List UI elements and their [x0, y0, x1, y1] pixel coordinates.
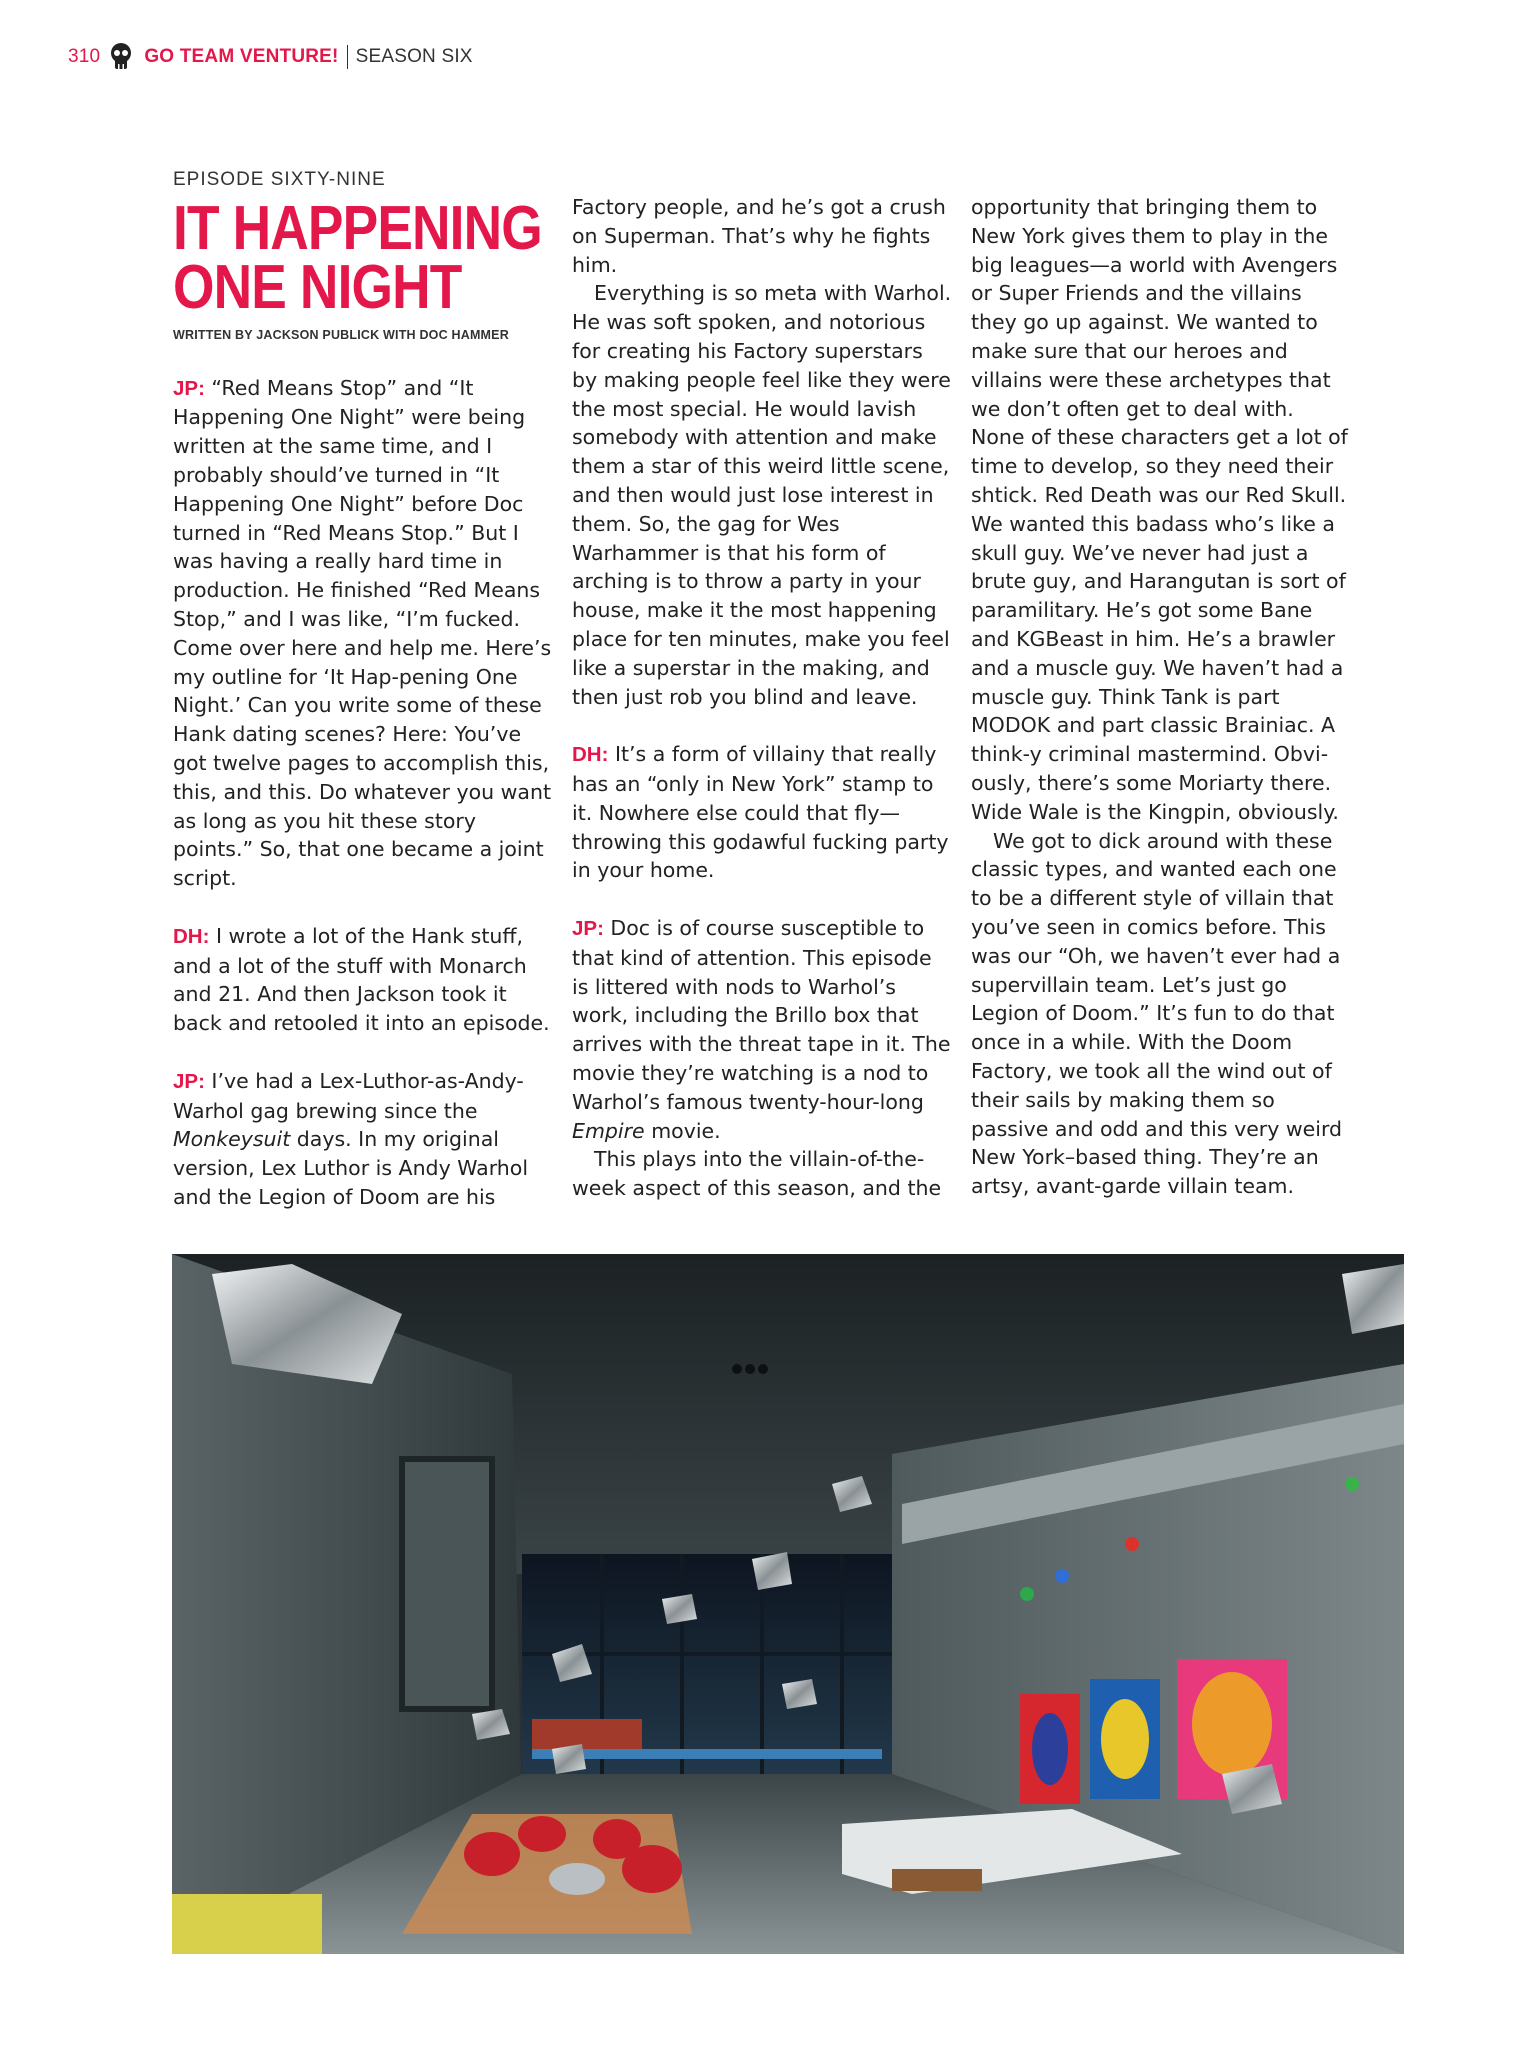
paragraph-text: movie. [644, 1118, 721, 1143]
paragraph-7: This plays into the villain-of-the-week aspect of this season, and the [572, 1147, 942, 1201]
episode-title-line2: ONE NIGHT [173, 252, 462, 322]
season-label: SEASON SIX [355, 46, 473, 67]
paragraph-8: We got to dick around with these classic types, and wanted each one to be a different style of villain that you’ve seen in comics before. This was our “Oh, we haven’t ever had a supervillain team. Let’s just go Legion of Doom.” It’s fun to do that once in a while. With the Doom Factory, we took all the wind out of their sails by making them so passive and odd and this very weird New York–based thing. They’re an artsy, avant-garde villain team. [971, 828, 1343, 1199]
text-column-3 [971, 193, 1351, 1201]
ceiling-speaker [745, 1364, 755, 1374]
speaker-tag: JP: [572, 916, 604, 940]
paragraph-4: Everything is so meta with Warhol. He was soft spoken, and notorious for creating his Factory superstars by making people feel like they were the most special. He would lavish somebody with attention and make them a star of this weird little scene, and then would just lose interest in them. So, the gag for Wes Warhammer is that his form of arching is to throw a party in your house, make it the most happening place for ten minutes, make you feel like a superstar in the making, and then just rob you blind and leave. [572, 281, 952, 709]
paragraph-3 [173, 1067, 553, 1212]
paragraph-2 [173, 922, 553, 1038]
city-pool-light [532, 1749, 882, 1759]
light-green [1020, 1587, 1034, 1601]
wall-frame [402, 1459, 492, 1709]
silver-balloon [1342, 1264, 1404, 1334]
speaker-tag: JP: [173, 376, 205, 400]
paragraph-text: “Red Means Stop” and “It Happening One Night” were being written at the same time, and I probably should’ve turned in “It Happening One Night” before Doc turned in “Red Means Stop.” But I was having a really hard time in production. He finished “Red Means Stop,” and I was like, “I’m fucked. Come over here and help me. Here’s my outline for ‘It Hap-pening One Night.’ Can you write some of these Hank dating scenes? Here: You’ve got twelve pages to accomplish this, this, and this. Do whatever you want as long as you hit these story points.” So, that one became a joint script. [173, 375, 552, 891]
page-number: 310 [68, 46, 101, 67]
text-column-1 [173, 166, 553, 1212]
speaker-tag: DH: [572, 743, 609, 767]
paragraph-text: days. In my original version, Lex Luthor is Andy Warhol and the Legion of Doom are his [173, 1127, 529, 1209]
light-green-2 [1345, 1477, 1359, 1491]
italic-title: Empire [572, 1118, 645, 1143]
running-header [68, 42, 473, 72]
speaker-tag: JP: [173, 1069, 205, 1093]
silver-balloon [782, 1679, 817, 1709]
paragraph-7-continued: opportunity that bringing them to New York gives them to play in the big leagues—a world with Avengers or Super Friends and the villains they go up against. We wanted to make sure that our heroes and villains were these archetypes that we don’t often get to deal with. None of these characters get a lot of time to develop, so they need their shtick. Red Death was our Red Skull. We wanted this badass who’s like a skull guy. We’ve never had just a brute guy, and Harangutan is sort of paramilitary. He’s got some Bane and KGBeast in him. He’s a brawler and a muscle guy. We haven’t had a muscle guy. Think Tank is part MODOK and part classic Brainiac. A think-y criminal mastermind. Obvi-ously, there’s some Moriarty there. Wide Wale is the Kingpin, obviously. [971, 195, 1348, 824]
disco-table [549, 1863, 605, 1895]
paragraph-5 [572, 740, 952, 885]
paragraph-3-continued: Factory people, and he’s got a crush on Superman. That’s why he fights him. [572, 195, 946, 277]
episode-credit: WRITTEN BY JACKSON PUBLICK WITH DOC HAMMER [173, 327, 509, 342]
paragraph-text: I wrote a lot of the Hank stuff, and a lot of the stuff with Monarch and 21. And then Jackson took it back and retooled it into an episode. [173, 923, 550, 1036]
city-building [532, 1719, 642, 1749]
paragraph-1 [173, 374, 553, 893]
coffee-table [892, 1869, 982, 1891]
skull-icon [108, 42, 134, 72]
portrait-blue-face [1101, 1699, 1149, 1779]
silver-balloon [552, 1744, 586, 1774]
yellow-counter [172, 1894, 322, 1954]
portrait-red-face [1032, 1713, 1068, 1785]
loft-interior-illustration [172, 1254, 1404, 1954]
episode-label: EPISODE SIXTY-NINE [173, 169, 386, 190]
italic-title: Monkeysuit [173, 1127, 291, 1152]
episode-title-line1: IT HAPPENING [173, 193, 542, 263]
paragraph-text: I’ve had a Lex-Luthor-as-Andy-Warhol gag brewing since the [173, 1068, 524, 1123]
speaker-tag: DH: [173, 924, 210, 948]
text-column-2 [572, 193, 952, 1203]
paragraph-text: It’s a form of villainy that really has an “only in New York” stamp to it. Nowhere else could that fly—throwing this godawful fucking party in your home. [572, 742, 949, 883]
paragraph-6 [572, 914, 952, 1145]
illustration-art [172, 1254, 1404, 1954]
silver-balloon [662, 1594, 697, 1624]
book-title: GO TEAM VENTURE! [144, 46, 339, 67]
ceiling-speaker [758, 1364, 768, 1374]
header-divider [347, 45, 348, 69]
portrait-pink-face [1192, 1672, 1272, 1776]
ceiling-speaker [732, 1364, 742, 1374]
light-blue [1055, 1569, 1069, 1583]
episode-title [173, 193, 542, 322]
light-red [1125, 1537, 1139, 1551]
paragraph-text: Doc is of course susceptible to that kind of attention. This episode is littered with nods to Warhol’s work, including the Brillo box that arrives with the threat tape in it. The movie they’re watching is a nod to Warhol’s famous twenty-hour-long [572, 915, 951, 1114]
